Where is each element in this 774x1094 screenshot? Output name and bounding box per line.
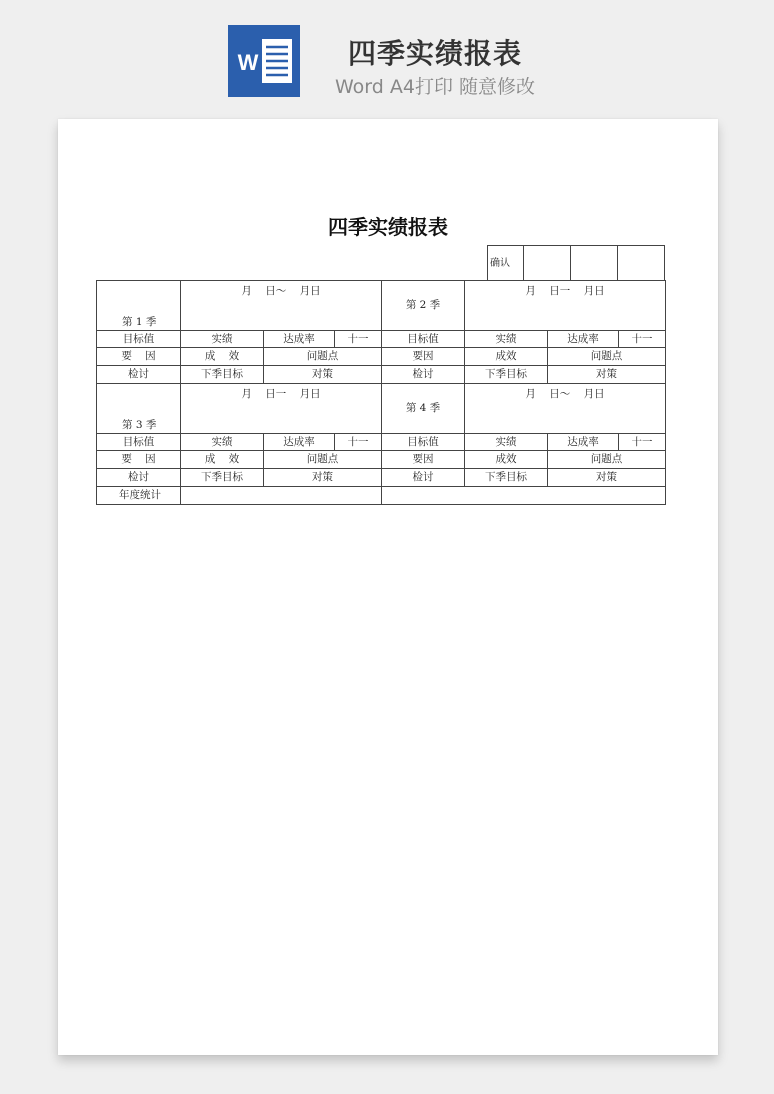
target-value-label: 目标值 bbox=[382, 434, 465, 451]
annual-stats-cell[interactable] bbox=[382, 487, 666, 505]
next-target-label: 下季目标 bbox=[181, 366, 264, 384]
confirm-cell[interactable] bbox=[524, 246, 571, 281]
countermeasure-label: 对策 bbox=[548, 366, 666, 384]
date-range: 月 日～ 月日 bbox=[181, 281, 382, 331]
date-range: 月 日一 月日 bbox=[181, 384, 382, 434]
confirm-cell[interactable] bbox=[571, 246, 618, 281]
review-label: 检讨 bbox=[97, 366, 181, 384]
document-title: 四季实绩报表 bbox=[328, 215, 448, 239]
annual-stats-cell[interactable] bbox=[181, 487, 382, 505]
quarter-label: 第 1 季 bbox=[97, 281, 181, 331]
actual-label: 实绩 bbox=[181, 434, 264, 451]
target-value-label: 目标值 bbox=[97, 434, 181, 451]
quarter-label: 第 2 季 bbox=[382, 281, 465, 331]
factor-label: 要 因 bbox=[97, 348, 181, 366]
countermeasure-label: 对策 bbox=[264, 366, 382, 384]
achievement-rate-label: 达成率 bbox=[548, 331, 619, 348]
next-target-label: 下季目标 bbox=[181, 469, 264, 487]
problem-label: 问题点 bbox=[548, 451, 666, 469]
confirm-table bbox=[487, 245, 665, 281]
quarter-label: 第 4 季 bbox=[382, 384, 465, 434]
plus-minus-label: 十一 bbox=[619, 331, 666, 348]
countermeasure-label: 对策 bbox=[264, 469, 382, 487]
confirm-cell[interactable] bbox=[618, 246, 665, 281]
result-label: 成 效 bbox=[181, 348, 264, 366]
banner-title: 四季实绩报表 bbox=[347, 37, 522, 70]
next-target-label: 下季目标 bbox=[465, 366, 548, 384]
achievement-rate-label: 达成率 bbox=[548, 434, 619, 451]
actual-label: 实绩 bbox=[465, 434, 548, 451]
problem-label: 问题点 bbox=[264, 348, 382, 366]
confirm-label: 确认 bbox=[488, 246, 524, 281]
achievement-rate-label: 达成率 bbox=[264, 434, 335, 451]
factor-label: 要因 bbox=[382, 348, 465, 366]
logo-letter: W bbox=[237, 50, 259, 75]
problem-label: 问题点 bbox=[548, 348, 666, 366]
review-label: 检讨 bbox=[97, 469, 181, 487]
factor-label: 要 因 bbox=[97, 451, 181, 469]
plus-minus-label: 十一 bbox=[619, 434, 666, 451]
word-logo-icon bbox=[228, 25, 300, 97]
actual-label: 实绩 bbox=[465, 331, 548, 348]
review-label: 检讨 bbox=[382, 366, 465, 384]
result-label: 成 效 bbox=[181, 451, 264, 469]
achievement-rate-label: 达成率 bbox=[264, 331, 335, 348]
quarterly-report-table bbox=[96, 280, 666, 505]
factor-label: 要因 bbox=[382, 451, 465, 469]
result-label: 成效 bbox=[465, 348, 548, 366]
target-value-label: 目标值 bbox=[382, 331, 465, 348]
plus-minus-label: 十一 bbox=[335, 434, 382, 451]
document-page bbox=[58, 119, 718, 1055]
date-range: 月 日～ 月日 bbox=[465, 384, 666, 434]
problem-label: 问题点 bbox=[264, 451, 382, 469]
quarter-label: 第 3 季 bbox=[97, 384, 181, 434]
target-value-label: 目标值 bbox=[97, 331, 181, 348]
result-label: 成效 bbox=[465, 451, 548, 469]
review-label: 检讨 bbox=[382, 469, 465, 487]
plus-minus-label: 十一 bbox=[335, 331, 382, 348]
banner-subtitle: Word A4打印 随意修改 bbox=[334, 76, 535, 98]
actual-label: 实绩 bbox=[181, 331, 264, 348]
countermeasure-label: 对策 bbox=[548, 469, 666, 487]
date-range: 月 日一 月日 bbox=[465, 281, 666, 331]
next-target-label: 下季目标 bbox=[465, 469, 548, 487]
annual-stats-label: 年度统计 bbox=[97, 487, 181, 505]
